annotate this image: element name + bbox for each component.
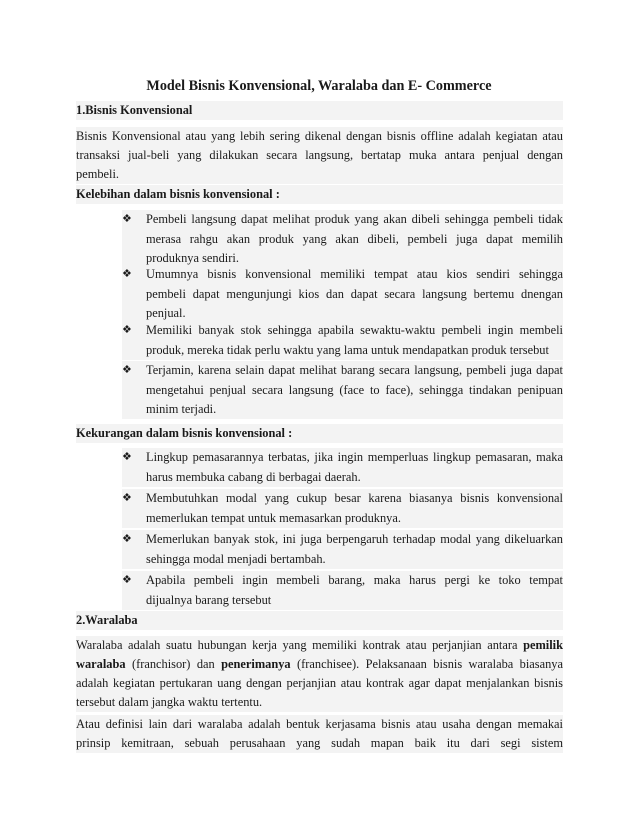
section-heading-bisnis-konvensional: 1.Bisnis Konvensional xyxy=(76,101,563,120)
section-heading-waralaba: 2.Waralaba xyxy=(76,611,563,630)
bold-term-penerimanya: penerimanya xyxy=(221,657,291,671)
list-item-line: minim terjadi. xyxy=(146,402,217,416)
list-item-line: Lingkup pemasarannya terbatas, jika ingin memperluas lingkup pemasaran, maka xyxy=(146,450,563,464)
diamond-bullet-icon: ❖ xyxy=(122,574,132,586)
list-item-kelebihan-1 xyxy=(122,210,563,268)
bold-term-pemilik: pemilik xyxy=(523,638,563,652)
text-run: (franchisor) dan xyxy=(125,657,222,671)
paragraph-line: transaksi jual-beli yang dilakukan secara langsung, bertatap muka antara penjual dengan xyxy=(76,148,563,162)
diamond-bullet-icon: ❖ xyxy=(122,324,132,336)
bold-term-waralaba: waralaba xyxy=(76,657,126,671)
diamond-bullet-icon: ❖ xyxy=(122,492,132,504)
list-item-line: produk, mereka tidak perlu waktu yang lama untuk mendapatkan produk tersebut xyxy=(146,342,549,357)
paragraph-line xyxy=(76,636,563,655)
list-item-line: penjual. xyxy=(146,306,186,320)
list-item-line: sehingga modal menjadi bertambah. xyxy=(146,551,326,566)
paragraph-line: Atau definisi lain dari waralaba adalah bentuk kerjasama bisnis atau usaha dengan memakai xyxy=(76,717,563,731)
list-item-line: memerlukan tempat untuk memasarkan produknya. xyxy=(146,510,401,525)
list-item-line: pembeli dapat mengunjungi kios dan dapat secara langsung bertemu dnengan xyxy=(146,286,563,301)
diamond-bullet-icon: ❖ xyxy=(122,364,132,376)
paragraph-line: tersebut dalam jangka waktu tertentu. xyxy=(76,695,263,709)
document-title: Model Bisnis Konvensional, Waralaba dan E- Commerce xyxy=(146,78,492,94)
list-item-line: Terjamin, karena selain dapat melihat barang secara langsung, pembeli juga dapat xyxy=(146,363,563,377)
paragraph-line: Bisnis Konvensional atau yang lebih sering dikenal dengan bisnis offline adalah kegiatan atau xyxy=(76,129,563,143)
list-item-line: Pembeli langsung dapat melihat produk yang akan dibeli sehingga pembeli tidak xyxy=(146,212,563,226)
list-item-line: Membutuhkan modal yang cukup besar karena biasanya bisnis konvensional xyxy=(146,491,563,505)
list-item-line: Umumnya bisnis konvensional memiliki tempat atau kios sendiri sehingga xyxy=(146,267,563,281)
diamond-bullet-icon: ❖ xyxy=(122,451,132,463)
text-run: Waralaba adalah suatu hubungan kerja yang memiliki kontrak atau perjanjian antara xyxy=(76,638,524,652)
list-item-kekurangan-3 xyxy=(122,530,563,569)
list-item-kelebihan-3 xyxy=(122,321,563,360)
list-item-kelebihan-4 xyxy=(122,361,563,419)
paragraph-waralaba-alternate xyxy=(76,715,563,753)
list-item-kelebihan-2 xyxy=(122,265,563,323)
list-item-kekurangan-1 xyxy=(122,448,563,487)
list-item-line: Apabila pembeli ingin membeli barang, maka harus pergi ke toko tempat xyxy=(146,573,563,587)
list-item-kekurangan-2 xyxy=(122,489,563,528)
paragraph-line xyxy=(76,655,563,674)
paragraph-line: adalah kegiatan pertukaran uang dengan perjanjian atau kontrak agar dapat menjalankan bisnis xyxy=(76,676,563,690)
diamond-bullet-icon: ❖ xyxy=(122,213,132,225)
list-item-kekurangan-4 xyxy=(122,571,563,610)
list-item-line: produknya sendiri. xyxy=(146,251,239,265)
paragraph-bisnis-konvensional xyxy=(76,127,563,184)
list-item-line: merasa rahgu akan produk yang akan dibeli, pembeli juga dapat memilih xyxy=(146,231,563,246)
diamond-bullet-icon: ❖ xyxy=(122,533,132,545)
list-item-line: harus membuka cabang di berbagai daerah. xyxy=(146,469,361,484)
paragraph-line: pembeli. xyxy=(76,167,120,181)
paragraph-waralaba-definition xyxy=(76,636,563,712)
diamond-bullet-icon: ❖ xyxy=(122,268,132,280)
heading-kelebihan: Kelebihan dalam bisnis konvensional : xyxy=(76,185,563,204)
list-item-line: Memiliki banyak stok sehingga apabila sewaktu-waktu pembeli ingin membeli xyxy=(146,323,563,337)
paragraph-line: prinsip kemitraan, sebuah perusahaan yang sudah mapan baik itu dari segi sistem xyxy=(76,736,563,750)
list-item-line: Memerlukan banyak stok, ini juga berpengaruh terhadap modal yang dikeluarkan xyxy=(146,532,563,546)
list-item-line: mengetahui penjual secara langsung (face to face), sehingga tindakan penipuan xyxy=(146,382,563,397)
list-item-line: dijualnya barang tersebut xyxy=(146,592,272,607)
heading-kekurangan: Kekurangan dalam bisnis konvensional : xyxy=(76,424,563,443)
text-run: (franchisee). Pelaksanaan bisnis waralaba biasanya xyxy=(290,657,563,671)
